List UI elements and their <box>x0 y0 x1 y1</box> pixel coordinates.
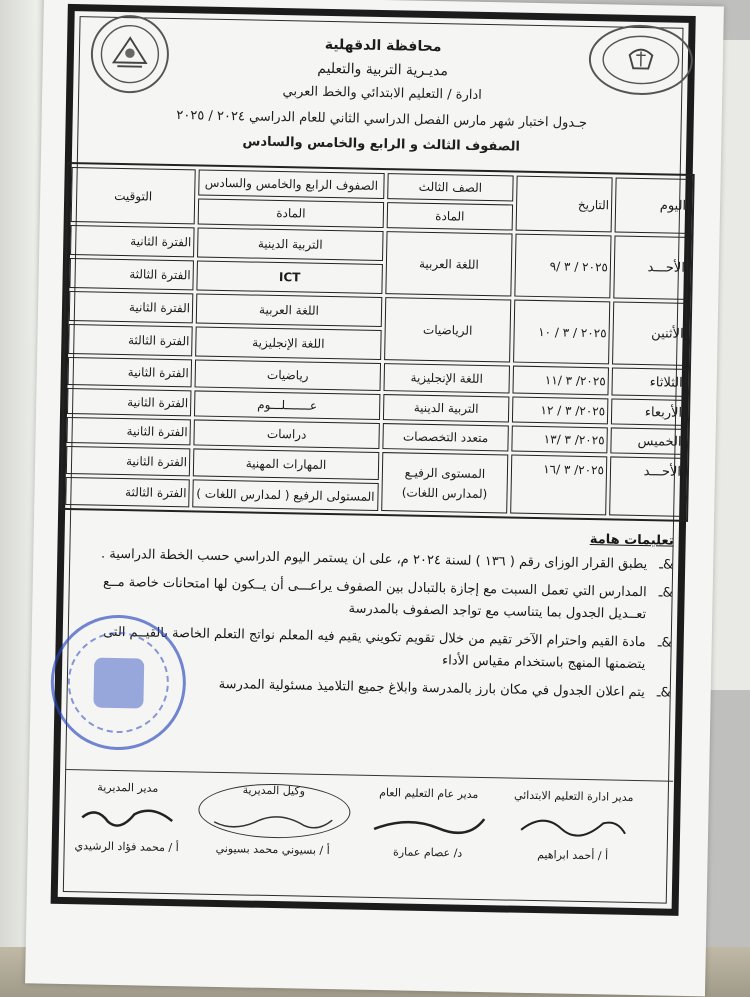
time-cell: الفترة الثالثة <box>65 477 190 507</box>
governorate-title: محافظة الدقهلية <box>324 36 442 56</box>
handwritten-signature-icon <box>208 802 339 838</box>
date-cell: ٢٠٢٥/ ٣ /١٣ <box>511 426 607 454</box>
time-cell: الفترة الثالثة <box>69 258 194 290</box>
header-grades456-subject: المادة <box>198 198 384 228</box>
signature-directorate-head <box>62 780 193 854</box>
handwritten-signature-icon <box>368 805 489 841</box>
subject-cell: ICT <box>196 260 383 294</box>
day-cell: الأحـــد <box>613 235 688 299</box>
instruction-item <box>81 543 673 576</box>
grade3-subject-cell: متعدد التخصصات <box>382 423 508 451</box>
subject-cell: التربية الدينية <box>197 227 384 261</box>
date-cell: ٢٠٢٥/ ٣ / ١٢ <box>512 397 608 425</box>
time-cell: الفترة الثانية <box>67 388 191 416</box>
time-cell: الفترة الثانية <box>66 417 190 445</box>
day-cell: الأثنين <box>612 301 687 365</box>
bullet-mark: &ـ <box>659 557 674 573</box>
time-cell: الفترة الثانية <box>69 291 194 323</box>
bullet-mark: &ـ <box>658 585 673 601</box>
instruction-item <box>80 571 673 626</box>
instructions-title: تعليمات هامة <box>589 532 674 549</box>
header-day: اليوم <box>615 177 690 233</box>
subject-cell: رياضيات <box>195 359 382 391</box>
subject-cell: دراسات <box>193 419 379 449</box>
day-cell: الأربعاء <box>611 398 685 425</box>
signature-primary-director <box>498 788 649 863</box>
administration-title: ادارة / التعليم الابتدائي والخط العربي <box>282 84 482 103</box>
signature-general-director <box>358 786 499 861</box>
header-time: التوقيت <box>71 167 196 224</box>
grade3-subject-text: المستوى الرفيـع <box>404 464 486 481</box>
grade3-subject-cell: الرياضيات <box>384 297 511 362</box>
subject-cell: عـــــــلـــوم <box>194 390 380 420</box>
exam-title: جـدول اختبار شهر مارس الفصل الدراسي الثاني للعام الدراسي ٢٠٢٤ / ٢٠٢٥ <box>176 108 588 131</box>
handwritten-signature-icon <box>72 799 183 835</box>
signature-title: مدير ادارة التعليم الابتدائي <box>513 788 634 804</box>
header-grade3-subject: المادة <box>387 202 513 230</box>
subject-cell: اللغة الإنجليزية <box>195 326 382 360</box>
grades-title: الصفوف الثالث و الرابع والخامس والسادس <box>242 134 521 155</box>
bullet-mark: &ـ <box>656 685 671 701</box>
header-grade3: الصف الثالث <box>387 173 513 201</box>
signature-title: مدير المديرية <box>97 780 159 795</box>
subject-cell: المستولى الرفيع ( لمدارس اللغات ) <box>192 479 379 511</box>
date-cell: ٢٠٢٥/ ٣ /١١ <box>512 366 609 396</box>
grade3-subject-cell <box>381 452 508 513</box>
time-cell: الفترة الثانية <box>66 446 191 476</box>
signature-title: وكيل المديرية <box>242 783 306 798</box>
exam-schedule-sheet <box>25 0 724 996</box>
signature-deputy <box>198 783 349 858</box>
directorate-title: مديـرية التربية والتعليم <box>317 60 449 80</box>
grade3-subject-note: (لمدارس اللغات) <box>401 484 488 501</box>
bullet-mark: &ـ <box>657 635 672 651</box>
signature-name: أ / أحمد ابراهيم <box>537 848 609 863</box>
instruction-text: المدارس التي تعمل السبت مع إجازة بالتبادل بين الصفوف يراعـــى أن يــكون لها امتحانات خاصة مــع تعــديل الجدول بما يتناسب مع تواجد الصفوف بالمدرسة <box>102 574 647 623</box>
ministry-emblem-icon <box>588 24 693 96</box>
day-cell: الخميس <box>610 427 684 454</box>
signature-name: أ / بسيوني محمد بسيوني <box>215 841 330 858</box>
date-cell: ٢٠٢٥ / ٣ /٩ <box>514 234 611 299</box>
grade3-subject-cell: التربية الدينية <box>383 394 509 422</box>
grade3-subject-cell: اللغة العربية <box>385 231 512 296</box>
time-cell: الفترة الثالثة <box>68 324 193 356</box>
time-cell: الفترة الثانية <box>70 225 195 257</box>
signature-name: د/ عصام عمارة <box>392 845 463 860</box>
instruction-text: مادة القيم واحترام الآخر تقيم من خلال تقويم تكويني يقيم فيه المعلم نواتج التعلم الخاصة بالقيــم التى يتضمنها المنهج باستخدام مقياس الأداء <box>102 624 646 673</box>
handwritten-signature-icon <box>513 808 634 844</box>
date-cell: ٢٠٢٥ / ٣ / ١٠ <box>513 300 610 365</box>
day-cell: الأحـــد <box>609 456 684 516</box>
signature-name: أ / محمد فؤاد الرشيدي <box>74 839 179 855</box>
instruction-text: يطبق القرار الوزاى رقم ( ١٣٦ ) لسنة ٢٠٢٤ م، على ان يستمر اليوم الدراسي حسب الخطة الدراسية . <box>100 546 648 573</box>
header-date: التاريخ <box>516 176 613 233</box>
exam-schedule-table <box>60 162 695 522</box>
subject-cell: اللغة العربية <box>196 293 383 327</box>
day-cell: الثلاثاء <box>611 367 686 396</box>
grade3-subject-cell: اللغة الإنجليزية <box>383 363 510 393</box>
signature-title: مدير عام التعليم العام <box>379 786 479 801</box>
header-grades456: الصفوف الرابع والخامس والسادس <box>198 169 384 199</box>
date-cell: ٢٠٢٥/ ٣ /١٦ <box>510 455 607 516</box>
subject-cell: المهارات المهنية <box>193 448 380 480</box>
instruction-text: يتم اعلان الجدول في مكان بارز بالمدرسة وابلاغ جميع التلاميذ مسئولية المدرسة <box>218 676 645 701</box>
time-cell: الفترة الثانية <box>68 357 193 387</box>
